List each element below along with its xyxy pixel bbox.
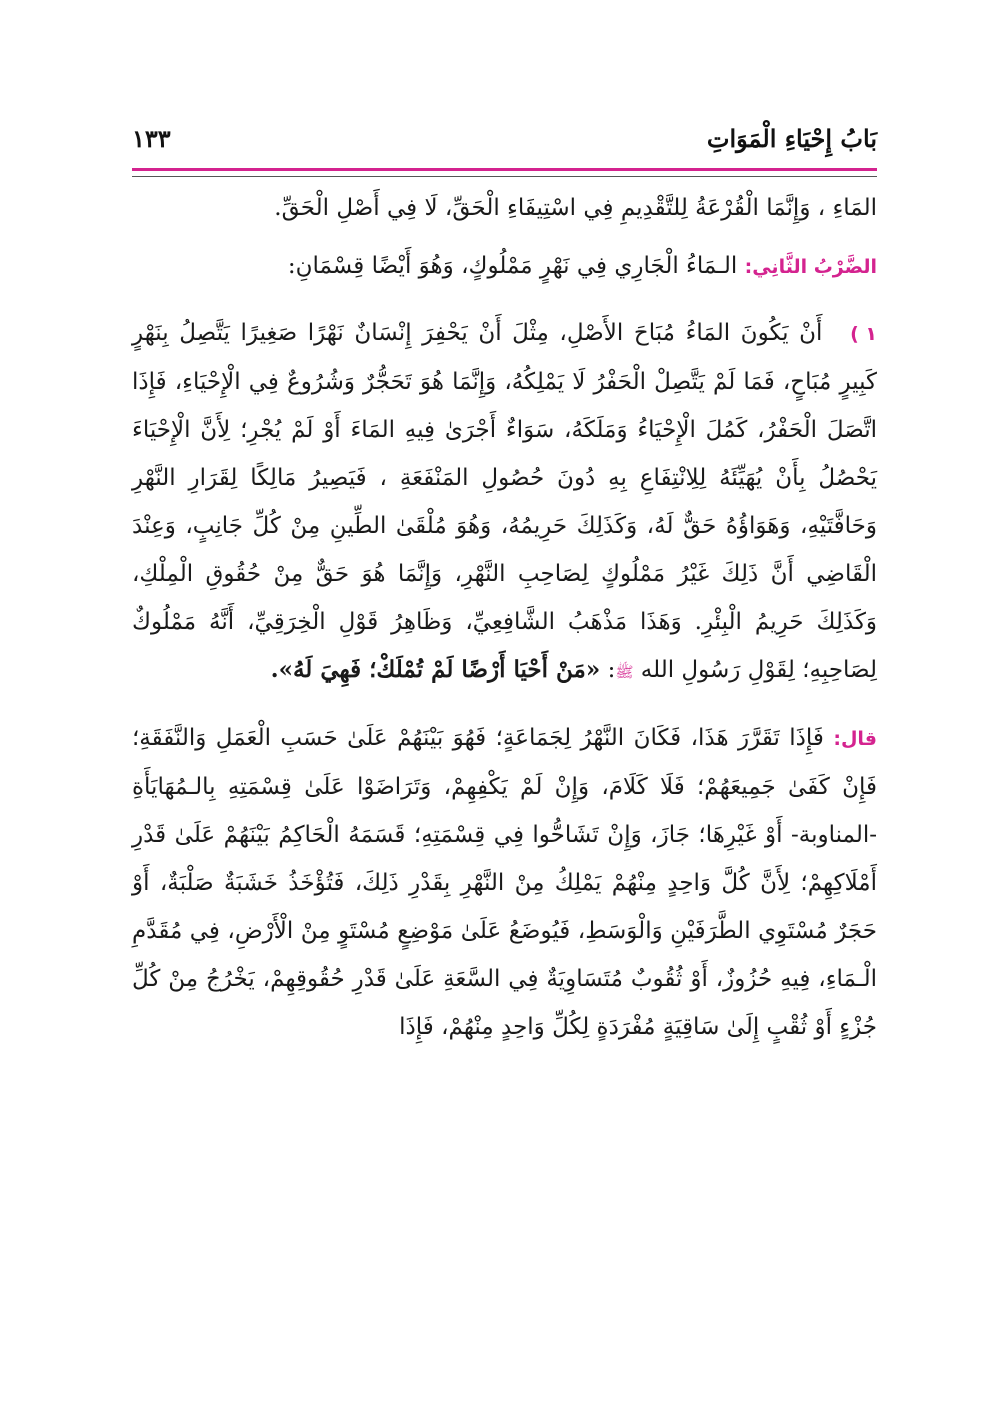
section-lead-second-type: الضَّرْبُ الثَّانِي:	[744, 256, 877, 278]
page-number: ١٣٣	[132, 124, 171, 153]
chapter-title: بَابُ إِحْيَاءِ الْمَوَاتِ	[706, 124, 877, 153]
header-rule-thin	[132, 176, 877, 177]
paragraph-3-text: أَنْ يَكُونَ المَاءُ مُبَاحَ الأَصْلِ، مِثْلَ أَنْ يَحْفِرَ إِنْسَانٌ نَهْرًا صَغِيرًا يَتَّصِلُ بِنَهْرٍ كَبِيرٍ مُبَاحٍ، فَمَا لَمْ يَتَّصِلْ الْحَفْرُ لَا يَمْلِكُهُ، وَإِنَّمَا هُوَ تَحَجُّرٌ وَشُرُوعٌ فِي الْإِحْيَاءِ، فَإِذَا اتَّصَلَ الْحَفْرُ، كَمُلَ الْإِحْيَاءُ وَمَلَكَهُ، سَوَاءٌ أَجْرَىٰ فِيهِ المَاءَ أَوْ لَمْ يُجْرِ؛ لِأَنَّ الْإِحْيَاءَ يَحْصُلُ بِأَنْ يُهَيِّئَهُ لِلِانْتِفَاعِ بِهِ دُونَ حُصُولِ المَنْفَعَةِ ، فَيَصِيرُ مَالِكًا لِقَرَارِ النَّهْرِ وَحَافَّتَيْهِ، وَهَوَاؤُهُ حَقٌّ لَهُ، وَكَذَلِكَ حَرِيمُهُ، وَهُوَ مُلْقَىٰ الطِّينِ مِنْ كُلِّ جَانِبٍ، وَعِنْدَ الْقَاضِي أَنَّ ذَلِكَ غَيْرُ مَمْلُوكٍ لِصَاحِبِ النَّهْرِ، وَإِنَّمَا هُوَ حَقٌّ مِنْ حُقُوقِ الْمِلْكِ، وَكَذَلِكَ حَرِيمُ الْبِئْرِ. وَهَذَا مَذْهَبُ الشَّافِعِيِّ، وَظَاهِرُ قَوْلِ الْخِرَقِيِّ، أَنَّهُ مَمْلُوكٌ لِصَاحِبِهِ؛ لِقَوْلِ رَسُولِ الله	[132, 320, 877, 683]
section-lead-qala: قال:	[833, 728, 878, 750]
paragraph-3-colon: :	[607, 657, 616, 683]
paragraph-4-text: فَإِذَا تَقَرَّرَ هَذَا، فَكَانَ النَّهْرُ لِجَمَاعَةٍ؛ فَهُوَ بَيْنَهُمْ عَلَىٰ حَسَبِ الْعَمَلِ وَالنَّفَقَةِ؛ فَإِنْ كَفَىٰ جَمِيعَهُمْ؛ فَلَا كَلَامَ، وَإِنْ لَمْ يَكْفِهِمْ، وَتَرَاضَوْا عَلَىٰ قِسْمَتِهِ بِالـمُهَايَأَةِ -المناوبة- أَوْ غَيْرِهَا؛ جَازَ، وَإِنْ تَشَاحُّوا فِي قِسْمَتِهِ؛ قَسَمَهُ الْحَاكِمُ بَيْنَهُمْ عَلَىٰ قَدْرِ أَمْلَاكِهِمْ؛ لِأَنَّ كُلَّ وَاحِدٍ مِنْهُمْ يَمْلِكُ مِنْ النَّهْرِ بِقَدْرِ ذَلِكَ، فَتُؤْخَذُ خَشَبَةٌ صَلْبَةٌ، أَوْ حَجَرٌ مُسْتَوِي الطَّرَفَيْنِ وَالْوَسَطِ، فَيُوضَعُ عَلَىٰ مَوْضِعٍ مُسْتَوٍ مِنْ الْأَرْضِ، فِي مُقَدَّمِ الْـمَاءِ، فِيهِ حُزُوزٌ، أَوْ ثُقُوبٌ مُتَسَاوِيَةٌ فِي السَّعَةِ عَلَىٰ قَدْرِ حُقُوقِهِمْ، يَخْرُجُ مِنْ كُلِّ جُزْءٍ أَوْ ثُقْبٍ إِلَىٰ سَاقِيَةٍ مُفْرَدَةٍ لِكُلِّ وَاحِدٍ مِنْهُمْ، فَإِذَا	[132, 725, 877, 1040]
paragraph-3	[132, 309, 877, 696]
paragraph-1	[132, 184, 877, 232]
paragraph-4	[132, 714, 877, 1051]
page-header	[132, 118, 877, 168]
paragraph-2-text: الـمَاءُ الْجَارِي فِي نَهْرٍ مَمْلُوكٍ، وَهُوَ أَيْضًا قِسْمَانِ:	[287, 253, 738, 279]
header-rule-accent	[132, 168, 877, 171]
paragraph-1-text: المَاءِ ، وَإِنَّمَا الْقُرْعَةُ لِلتَّقْدِيمِ فِي اسْتِيفَاءِ الْحَقِّ، لَا فِي أَصْلِ الْحَقِّ.	[274, 195, 877, 221]
salutation-symbol: ﷺ	[615, 663, 634, 681]
body-text	[132, 184, 877, 1051]
hadith-quote: «مَنْ أَحْيَا أَرْضًا لَمْ تُمْلَكْ؛ فَهِيَ لَهُ».	[270, 656, 601, 683]
list-number-1: ١ )	[850, 323, 877, 345]
paragraph-2	[132, 242, 877, 291]
